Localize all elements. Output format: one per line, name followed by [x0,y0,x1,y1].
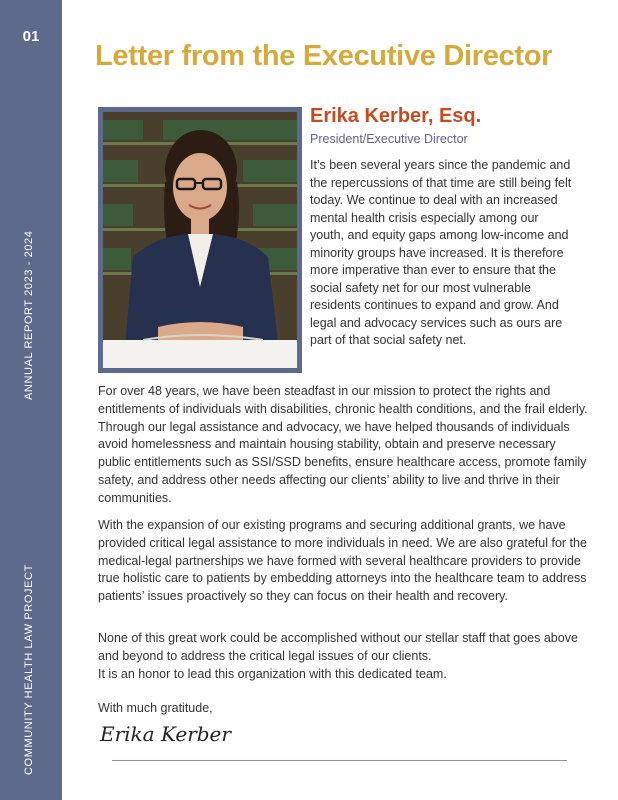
director-photo [98,107,302,373]
author-role: President/Executive Director [310,132,468,146]
paragraph-staff [98,630,588,683]
page-number: 01 [22,28,40,45]
honor-sentence: It is an honor to lead this organization with this dedicated team. [98,666,447,681]
signature: Erika Kerber [100,722,231,746]
page-title: Letter from the Executive Director [95,40,553,72]
portrait-image [103,112,297,368]
closing-line: With much gratitude, [98,701,213,715]
paragraph-mission: For over 48 years, we have been steadfast in our mission to protect the rights and entitlements of individuals with disabilities, chronic health conditions, and the frail elderly. Through our legal assistance and advocacy, we have helped thousands of individuals avoid homelessness and maintain housing stability, obtain and preserve necessary public entitlements such as SSI/SSD benefits, ensure healthcare access, promote family safety, and address other needs affecting our clients’ ability to live and thrive in their communities. [98,384,588,505]
author-name: Erika Kerber, Esq. [310,105,482,127]
divider [112,760,567,761]
sidebar [0,0,62,800]
annual-report-label: ANNUAL REPORT 2023 - 2024 [23,230,35,400]
paragraph-expansion: With the expansion of our existing programs and securing additional grants, we have provided critical legal assistance to more individuals in need. We are also grateful for the medical-legal partnerships we have formed with several healthcare providers to provide true holistic care to patients by embedding attorneys into the healthcare team to address patients’ issues proactively so they can focus on their health and recovery. [98,518,587,604]
organization-label: COMMUNITY HEALTH LAW PROJECT [23,564,35,775]
staff-sentence: None of this great work could be accomplished without our stellar staff that goes above and beyond to address the critical legal issues of our clients. [98,631,578,663]
paragraph-intro: It’s been several years since the pandemic and the repercussions of that time are still being felt today. We continue to deal with an increased mental health crisis especially among our youth, and equity gaps among low-income and minority groups have increased. It is therefore more imperative than ever to ensure that the social safety net for our most vulnerable residents continues to expand and grow. And legal and advocacy services such as ours are part of that social safety net. [310,158,572,347]
